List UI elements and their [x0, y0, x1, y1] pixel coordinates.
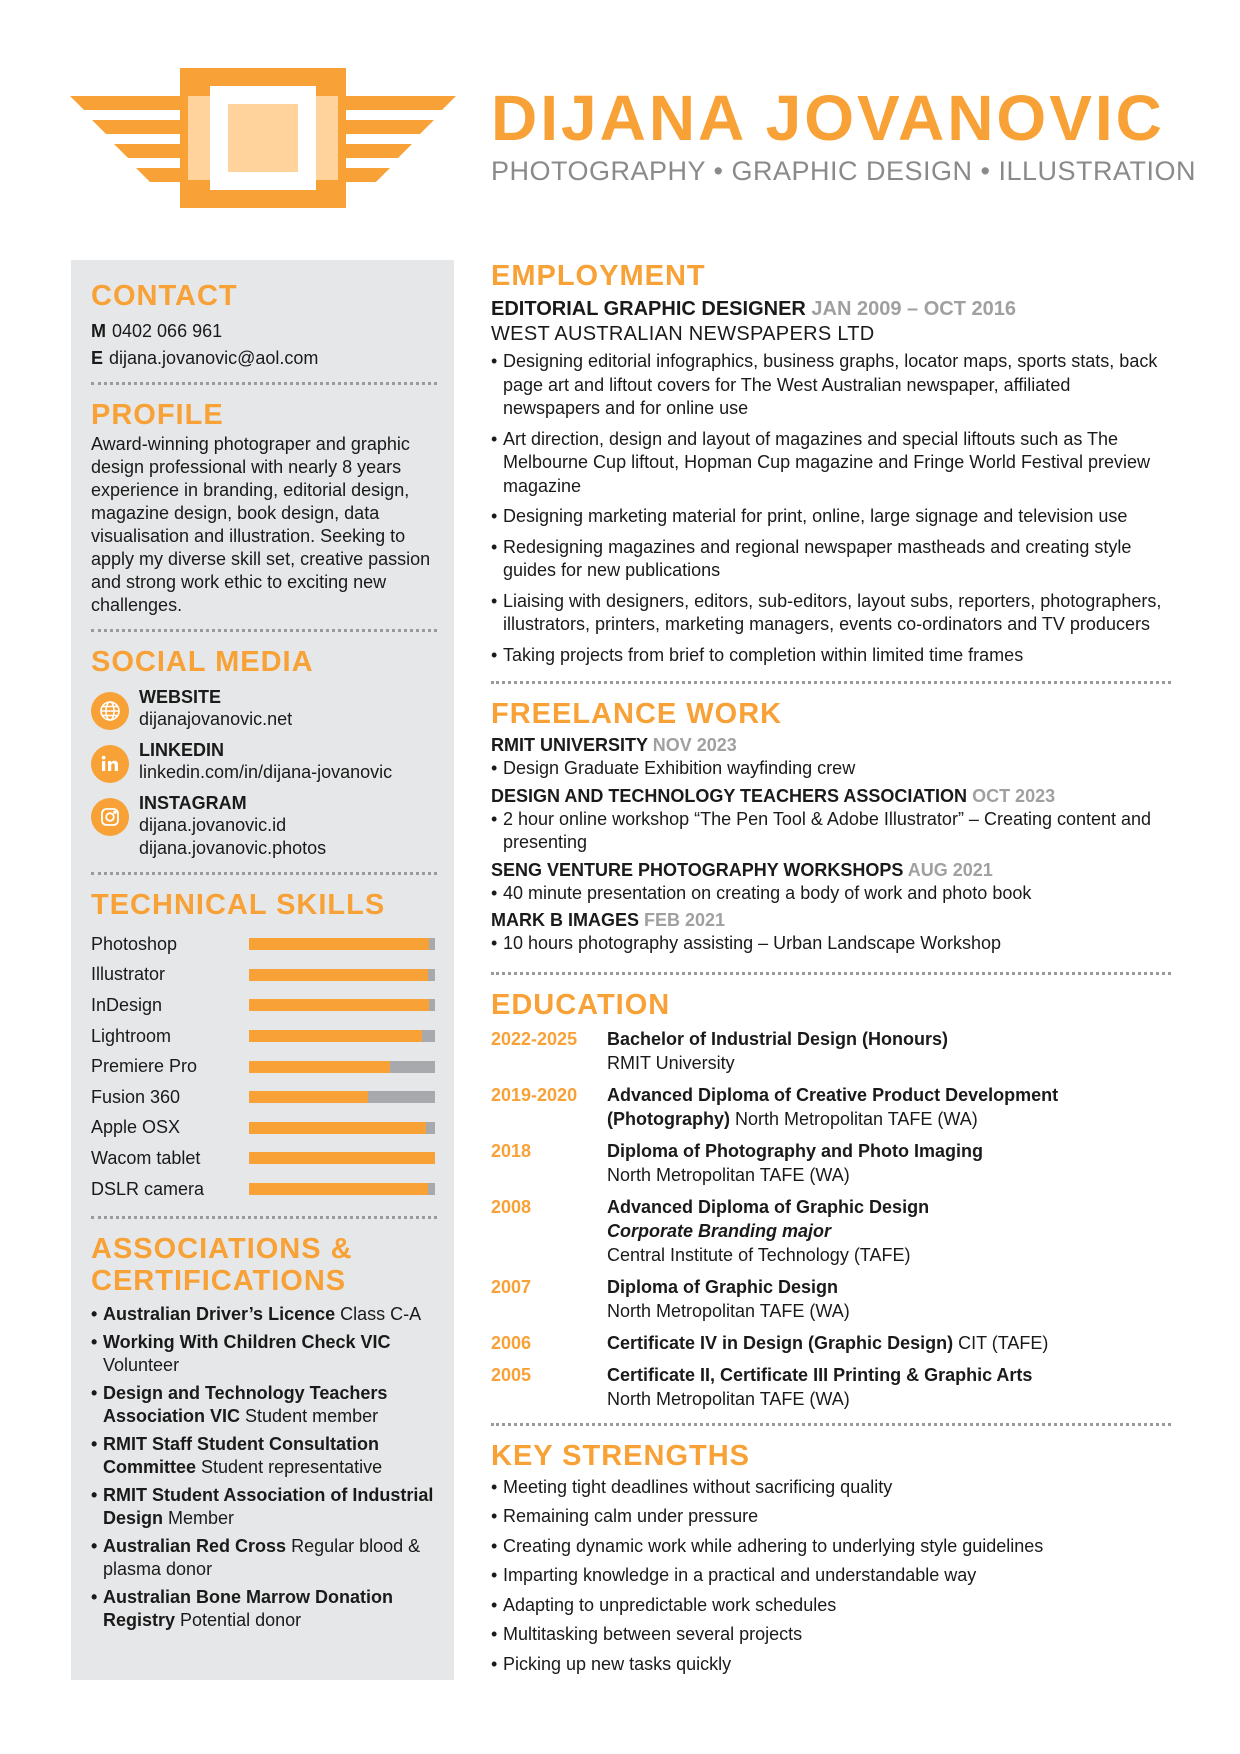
freelance-client-line: [491, 785, 1171, 808]
association-detail: Class C-A: [335, 1304, 422, 1325]
education-details: [607, 1083, 1171, 1131]
freelance-client: SENG VENTURE PHOTOGRAPHY WORKSHOPS: [491, 859, 904, 880]
association-name: RMIT Staff Student Consultation Committee: [103, 1434, 379, 1478]
education-row: [491, 1195, 1171, 1267]
skill-name: Fusion 360: [91, 1086, 181, 1107]
profile-text: Award-winning photograper and graphic design professional with nearly 8 years experience in branding, editorial design, magazine design, book design, data visualisation and illustration. Seeking to apply my diverse skill set, creative passion and strong work ethic to exciting new challenges.: [91, 434, 431, 615]
education-row: [491, 1331, 1171, 1355]
skill-level-fill: [249, 999, 429, 1011]
education-year: 2007: [491, 1276, 532, 1297]
education-major: Corporate Branding major: [607, 1220, 832, 1241]
association-name: Australian Driver’s Licence: [103, 1304, 336, 1325]
divider: [91, 1216, 437, 1219]
education-degree-line: [607, 1331, 1171, 1355]
education-institution: Central Institute of Technology (TAFE): [607, 1244, 911, 1265]
skill-row: [91, 1051, 437, 1082]
education-institution: North Metropolitan TAFE (WA): [607, 1300, 850, 1321]
sidebar: [71, 260, 454, 1680]
education-institution: RMIT University: [607, 1052, 735, 1073]
skill-level-bar: [249, 1030, 435, 1042]
education-row: [491, 1083, 1171, 1131]
association-item: [91, 1586, 437, 1632]
education-degree: Certificate IV in Design (Graphic Design): [607, 1332, 954, 1353]
contact-email: [91, 347, 437, 370]
skill-level-bar: [249, 969, 435, 981]
skill-level-bar: [249, 1183, 435, 1195]
education-degree-line: [607, 1027, 1171, 1051]
freelance-client-line: [491, 734, 1171, 757]
social-instagram[interactable]: [91, 792, 437, 860]
freelance-client-line: [491, 909, 1171, 932]
association-detail: Volunteer: [103, 1355, 180, 1376]
association-item: [91, 1382, 437, 1428]
skill-level-fill: [249, 1152, 435, 1164]
education-list: [491, 1027, 1171, 1411]
education-degree: Advanced Diploma of Graphic Design: [607, 1196, 930, 1217]
freelance-item: [491, 909, 1171, 956]
freelance-date: FEB 2021: [644, 910, 726, 930]
candidate-name: DIJANA JOVANOVIC: [491, 82, 1165, 154]
job-title: EDITORIAL GRAPHIC DESIGNER: [491, 298, 806, 320]
key-strengths-heading: KEY STRENGTHS: [491, 1439, 751, 1472]
freelance-client: DESIGN AND TECHNOLOGY TEACHERS ASSOCIATION: [491, 785, 968, 806]
employment-bullet: • Liaising with designers, editors, sub-editors, layout subs, reporters, photographers, illustrators, printers, marketing managers, events co-ordinators and TV producers: [491, 590, 1171, 637]
skill-name: Wacom tablet: [91, 1147, 201, 1168]
email-value[interactable]: dijana.jovanovic@aol.com: [109, 348, 319, 368]
skill-level-bar: [249, 999, 435, 1011]
skill-row: [91, 929, 437, 960]
education-details: [607, 1195, 1171, 1267]
job-title-line: [491, 296, 1171, 322]
main-column: [491, 260, 1171, 1682]
skill-name: Apple OSX: [91, 1117, 181, 1138]
key-strength-item: • Multitasking between several projects: [491, 1623, 1171, 1646]
mobile-value: 0402 066 961: [112, 321, 223, 341]
education-degree: Advanced Diploma of Creative Product Development (Photography): [607, 1084, 1059, 1129]
divider: [491, 681, 1171, 684]
freelance-client-line: [491, 859, 1171, 882]
skills-list: [91, 929, 437, 1204]
freelance-client: MARK B IMAGES: [491, 910, 639, 930]
key-strength-item: • Adapting to unpredictable work schedules: [491, 1594, 1171, 1617]
employment-bullet: • Redesigning magazines and regional newspaper mastheads and creating style guides for new publications: [491, 536, 1171, 583]
skill-level-fill: [249, 1091, 368, 1103]
freelance-list: [491, 734, 1171, 956]
employer-name: WEST AUSTRALIAN NEWSPAPERS LTD: [491, 323, 875, 345]
association-item: [91, 1331, 437, 1377]
logo-winged-d: [70, 68, 456, 208]
freelance-date: AUG 2021: [907, 859, 993, 880]
freelance-date: NOV 2023: [652, 735, 737, 755]
technical-skills-heading: TECHNICAL SKILLS: [91, 889, 386, 921]
associations-heading: ASSOCIATIONS & CERTIFICATIONS: [91, 1233, 353, 1298]
freelance-item: [491, 859, 1171, 906]
mobile-label: M: [91, 321, 106, 341]
education-row: [491, 1363, 1171, 1411]
education-year: 2008: [491, 1196, 532, 1217]
education-degree-line: [607, 1195, 1171, 1219]
association-item: [91, 1535, 437, 1581]
association-detail: Student member: [240, 1406, 379, 1427]
education-year: 2022-2025: [491, 1028, 578, 1049]
association-name: Australian Bone Marrow Donation Registry: [103, 1587, 394, 1631]
divider: [91, 872, 437, 875]
instagram-label: INSTAGRAM: [139, 793, 247, 813]
education-details: [607, 1275, 1171, 1323]
association-name: Design and Technology Teachers Association VIC: [103, 1383, 388, 1427]
divider: [491, 1423, 1171, 1426]
education-row: [491, 1027, 1171, 1075]
association-detail: Member: [163, 1508, 235, 1529]
skill-level-bar: [249, 1061, 435, 1073]
skill-name: Photoshop: [91, 933, 178, 954]
skill-row: [91, 1113, 437, 1144]
instagram-link-2[interactable]: dijana.jovanovic.photos: [139, 838, 327, 858]
freelance-detail: • 2 hour online workshop “The Pen Tool & Adobe Illustrator” – Creating content and presenting: [491, 808, 1171, 855]
employment-bullet: • Taking projects from brief to completion within limited time frames: [491, 644, 1171, 668]
skill-row: [91, 1143, 437, 1174]
contact-heading: CONTACT: [91, 280, 238, 312]
freelance-date: OCT 2023: [972, 785, 1056, 806]
skill-row: [91, 1174, 437, 1205]
freelance-item: [491, 785, 1171, 855]
education-details: [607, 1139, 1171, 1187]
freelance-client: RMIT UNIVERSITY: [491, 735, 648, 755]
social-website[interactable]: [91, 686, 437, 731]
freelance-item: [491, 734, 1171, 781]
skill-row: [91, 1021, 437, 1052]
skill-level-fill: [249, 969, 428, 981]
education-degree: Diploma of Photography and Photo Imaging: [607, 1140, 983, 1161]
education-institution-inline: North Metropolitan TAFE (WA): [730, 1108, 978, 1129]
candidate-tagline: PHOTOGRAPHY • GRAPHIC DESIGN • ILLUSTRATION: [491, 156, 1197, 186]
skill-level-bar: [249, 1122, 435, 1134]
association-detail: Student representative: [196, 1457, 383, 1478]
skill-name: Premiere Pro: [91, 1056, 198, 1077]
skill-row: [91, 990, 437, 1021]
employment-bullet: • Art direction, design and layout of magazines and special liftouts such as The Melbourne Cup liftout, Hopman Cup magazine and Fringe World Festival preview magazine: [491, 428, 1171, 499]
association-name: Working With Children Check VIC: [103, 1332, 391, 1353]
education-year: 2006: [491, 1332, 532, 1353]
association-item: [91, 1484, 437, 1530]
skill-level-fill: [249, 1061, 390, 1073]
linkedin-label: LINKEDIN: [139, 740, 224, 760]
skill-name: DSLR camera: [91, 1178, 205, 1199]
employment-bullet: • Designing marketing material for print, online, large signage and television use: [491, 505, 1171, 529]
key-strength-item: • Meeting tight deadlines without sacrificing quality: [491, 1476, 1171, 1499]
education-degree-line: [607, 1275, 1171, 1299]
education-heading: EDUCATION: [491, 988, 671, 1021]
key-strength-item: • Creating dynamic work while adhering to underlying style guidelines: [491, 1535, 1171, 1558]
education-degree: Bachelor of Industrial Design (Honours): [607, 1028, 949, 1049]
skill-name: Illustrator: [91, 964, 166, 985]
education-degree-line: [607, 1083, 1171, 1131]
skill-level-bar: [249, 1152, 435, 1164]
globe-icon: [91, 692, 129, 730]
education-institution-inline: CIT (TAFE): [953, 1332, 1049, 1353]
skill-row: [91, 960, 437, 991]
skill-level-fill: [249, 938, 429, 950]
skill-level-bar: [249, 1091, 435, 1103]
divider: [91, 629, 437, 632]
education-degree-line: [607, 1139, 1171, 1163]
freelance-detail: • 40 minute presentation on creating a body of work and photo book: [491, 882, 1171, 906]
association-detail: Potential donor: [175, 1610, 302, 1631]
education-year: 2019-2020: [491, 1084, 578, 1105]
association-detail: Regular blood & plasma donor: [103, 1536, 421, 1580]
skill-row: [91, 1082, 437, 1113]
education-year: 2018: [491, 1140, 532, 1161]
freelance-detail: • Design Graduate Exhibition wayfinding crew: [491, 757, 1171, 781]
association-name: RMIT Student Association of Industrial Design: [103, 1485, 434, 1529]
education-degree-line: [607, 1363, 1171, 1387]
associations-list: [91, 1303, 437, 1632]
education-row: [491, 1275, 1171, 1323]
divider: [491, 972, 1171, 975]
education-details: [607, 1363, 1171, 1411]
key-strength-item: • Remaining calm under pressure: [491, 1505, 1171, 1528]
association-item: [91, 1303, 437, 1326]
employment-heading: EMPLOYMENT: [491, 260, 706, 292]
skill-name: Lightroom: [91, 1025, 172, 1046]
linkedin-icon: [91, 745, 129, 783]
key-strength-item: • Imparting knowledge in a practical and understandable way: [491, 1564, 1171, 1587]
skill-level-fill: [249, 1183, 428, 1195]
employment-bullets: [491, 350, 1171, 667]
association-name: Australian Red Cross: [103, 1536, 287, 1557]
social-linkedin[interactable]: [91, 739, 437, 784]
skill-level-fill: [249, 1122, 426, 1134]
skill-level-bar: [249, 938, 435, 950]
profile-heading: PROFILE: [91, 399, 224, 431]
education-year: 2005: [491, 1364, 532, 1385]
skill-name: InDesign: [91, 994, 163, 1015]
instagram-icon: [91, 798, 129, 836]
key-strengths-list: [491, 1476, 1171, 1676]
education-details: [607, 1331, 1171, 1355]
divider: [91, 382, 437, 385]
skill-level-fill: [249, 1030, 422, 1042]
education-details: [607, 1027, 1171, 1075]
email-label: E: [91, 348, 104, 368]
employment-bullet: • Designing editorial infographics, business graphs, locator maps, sports stats, back page art and liftout covers for The West Australian newspaper, affiliated newspapers and for online use: [491, 350, 1171, 421]
contact-mobile: [91, 320, 437, 343]
freelance-heading: FREELANCE WORK: [491, 698, 783, 730]
linkedin-link[interactable]: linkedin.com/in/dijana-jovanovic: [139, 762, 393, 782]
job-dates: JAN 2009 – OCT 2016: [811, 298, 1016, 320]
website-label: WEBSITE: [139, 687, 222, 707]
education-degree: Diploma of Graphic Design: [607, 1276, 839, 1297]
education-row: [491, 1139, 1171, 1187]
education-institution: North Metropolitan TAFE (WA): [607, 1164, 850, 1185]
website-link[interactable]: dijanajovanovic.net: [139, 709, 293, 729]
social-media-heading: SOCIAL MEDIA: [91, 646, 314, 678]
key-strength-item: • Picking up new tasks quickly: [491, 1653, 1171, 1676]
instagram-link-1[interactable]: dijana.jovanovic.id: [139, 815, 287, 835]
education-degree: Certificate II, Certificate III Printing & Graphic Arts: [607, 1364, 1033, 1385]
education-institution: North Metropolitan TAFE (WA): [607, 1388, 850, 1409]
freelance-detail: • 10 hours photography assisting – Urban Landscape Workshop: [491, 932, 1171, 956]
association-item: [91, 1433, 437, 1479]
